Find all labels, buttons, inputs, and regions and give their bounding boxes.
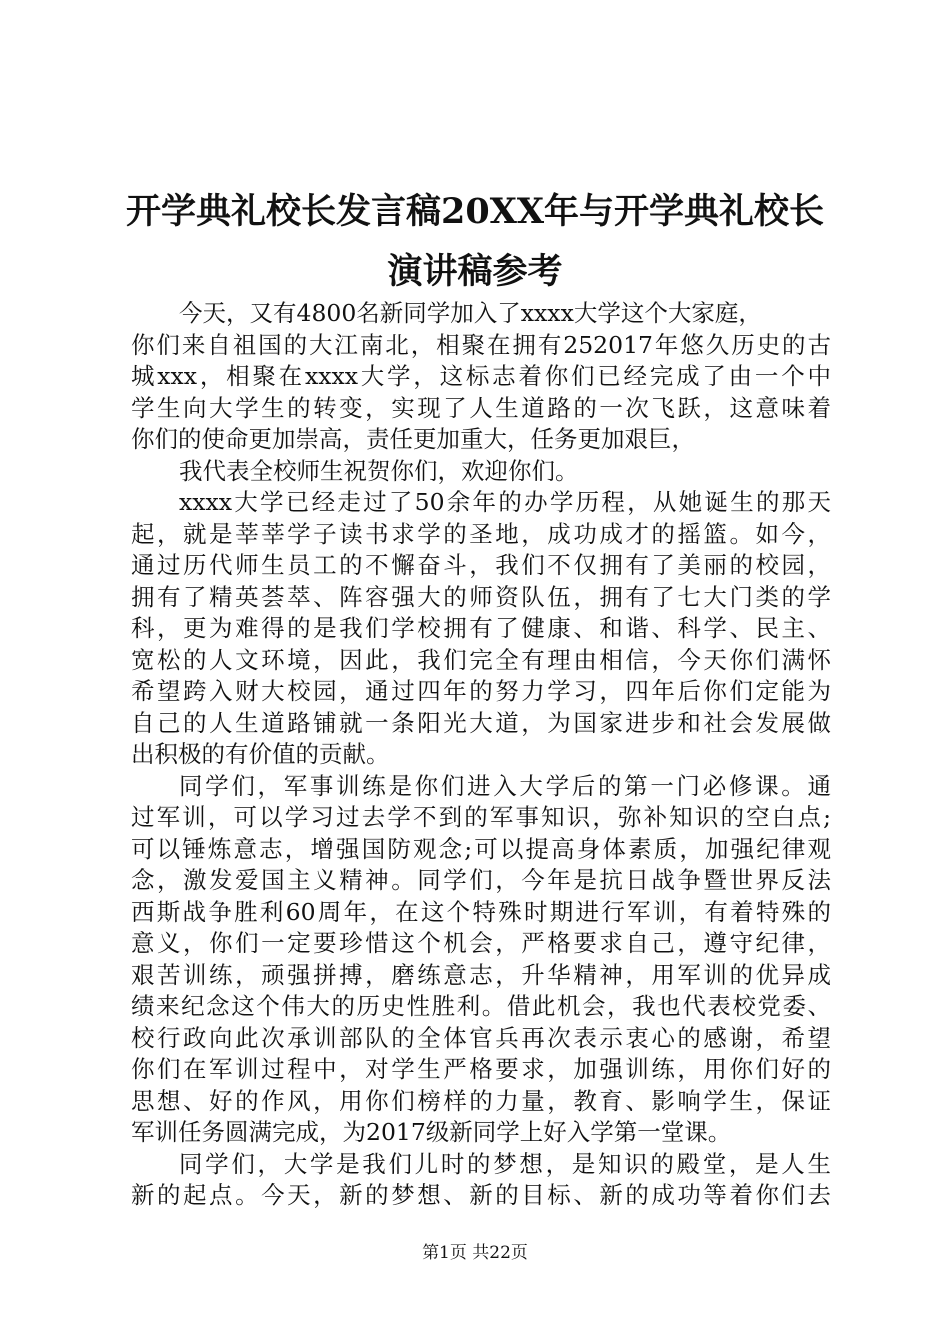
body-line: 艰苦训练，顽强拼搏，磨练意志，升华精神，用军训的优异成 (131, 960, 831, 989)
document-title (60, 182, 890, 302)
body-line: 同学们，军事训练是你们进入大学后的第一门必修课。通 (179, 771, 831, 800)
body-line: 自己的人生道路铺就一条阳光大道，为国家进步和社会发展做 (131, 708, 831, 737)
body-line: 念，激发爱国主义精神。同学们，今年是抗日战争暨世界反法 (131, 866, 831, 894)
body-line: 起，就是莘莘学子读书求学的圣地，成功成才的摇篮。如今， (131, 519, 831, 548)
body-line: 我代表全校师生祝贺你们，欢迎你们。 (179, 456, 579, 485)
body-line: 你们来自祖国的大江南北，相聚在拥有252017年悠久历史的古 (131, 330, 831, 359)
body-line: 可以锤炼意志，增强国防观念;可以提高身体素质，加强纪律观 (131, 834, 831, 863)
body-line: 过军训，可以学习过去学不到的军事知识，弥补知识的空白点; (131, 803, 831, 831)
body-line: 同学们，大学是我们儿时的梦想，是知识的殿堂，是人生 (179, 1149, 831, 1178)
body-line: 你们在军训过程中，对学生严格要求，加强训练，用你们好的 (131, 1055, 831, 1083)
body-line: 希望跨入财大校园，通过四年的努力学习，四年后你们定能为 (131, 677, 831, 705)
page-footer: 第1页 共22页 (422, 1243, 528, 1263)
body-line: 军训任务圆满完成，为2017级新同学上好入学第一堂课。 (131, 1118, 732, 1146)
body-line: 学生向大学生的转变，实现了人生道路的一次飞跃，这意味着 (131, 393, 831, 422)
body-line: 今天，又有4800名新同学加入了xxxx大学这个大家庭， (179, 299, 762, 327)
body-line: 拥有了精英荟萃、阵容强大的师资队伍，拥有了七大门类的学 (131, 582, 831, 611)
body-line: 通过历代师生员工的不懈奋斗，我们不仅拥有了美丽的校园， (131, 551, 831, 579)
document-body (131, 298, 831, 1212)
title-line-1: 开学典礼校长发言稿20XX年与开学典礼校长 (125, 191, 825, 232)
body-line: 科，更为难得的是我们学校拥有了健康、和谐、科学、民主、 (131, 614, 831, 642)
body-line: 校行政向此次承训部队的全体官兵再次表示衷心的感谢，希望 (131, 1023, 831, 1052)
body-line: 意义，你们一定要珍惜这个机会，严格要求自己，遵守纪律， (131, 929, 831, 957)
body-line: 西斯战争胜利60周年，在这个特殊时期进行军训，有着特殊的 (131, 897, 831, 926)
body-line: 宽松的人文环境，因此，我们完全有理由相信，今天你们满怀 (131, 645, 831, 674)
body-line: 思想、好的作风，用你们榜样的力量，教育、影响学生，保证 (131, 1086, 831, 1115)
body-line: 你们的使命更加崇高，责任更加重大，任务更加艰巨， (131, 425, 695, 453)
body-line: 新的起点。今天，新的梦想、新的目标、新的成功等着你们去 (131, 1181, 831, 1209)
body-line: 出积极的有价值的贡献。 (131, 740, 390, 768)
body-line: 城xxx，相聚在xxxx大学，这标志着你们已经完成了由一个中 (131, 362, 831, 390)
title-line-2: 演讲稿参考 (387, 251, 563, 292)
body-line: xxxx大学已经走过了50余年的办学历程，从她诞生的那天 (179, 488, 831, 516)
body-line: 绩来纪念这个伟大的历史性胜利。借此机会，我也代表校党委、 (131, 992, 831, 1020)
